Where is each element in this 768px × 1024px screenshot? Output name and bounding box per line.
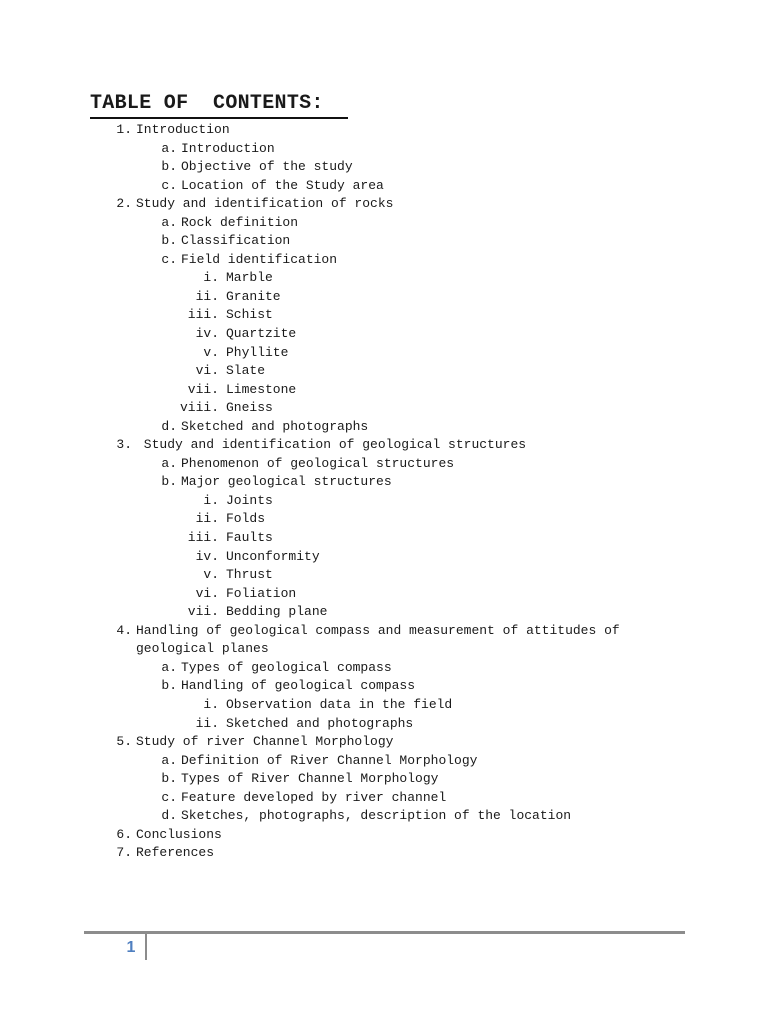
toc-entry-number: c. bbox=[161, 177, 177, 193]
toc-entry-number: v. bbox=[203, 344, 219, 360]
toc-entry-number: 1. bbox=[116, 122, 132, 137]
toc-entry-number: v. bbox=[203, 567, 219, 583]
toc-entry-text: Bedding plane bbox=[226, 604, 328, 620]
toc-entry bbox=[0, 529, 768, 548]
toc-entry bbox=[0, 251, 768, 270]
toc-entry-text: Marble bbox=[226, 270, 273, 286]
toc-entry bbox=[0, 585, 768, 604]
toc-entry-text: Study of river Channel Morphology bbox=[136, 734, 394, 750]
toc-entry-text: Limestone bbox=[226, 381, 297, 397]
toc-entry bbox=[0, 436, 768, 455]
toc-entry-text: geological planes bbox=[136, 641, 269, 657]
toc-entry-number: vii. bbox=[187, 604, 219, 620]
page-number: 1 bbox=[126, 939, 136, 956]
toc-entry-number: c. bbox=[161, 251, 177, 267]
toc-entry-text: Unconformity bbox=[226, 548, 320, 564]
toc-entry-text: References bbox=[136, 845, 215, 861]
toc-entry bbox=[0, 733, 768, 752]
toc-entry bbox=[0, 566, 768, 585]
toc-entry bbox=[0, 362, 768, 381]
toc-entry-number: vii. bbox=[187, 381, 219, 397]
toc-entry-number: d. bbox=[161, 808, 177, 824]
toc-entry bbox=[0, 826, 768, 845]
toc-entry bbox=[0, 232, 768, 251]
toc-entry-text: Study and identification of rocks bbox=[136, 196, 394, 212]
toc-entry-text: Introduction bbox=[181, 140, 275, 156]
toc-entry-number: iii. bbox=[187, 307, 219, 323]
toc-entry bbox=[0, 121, 768, 140]
toc-entry-text: Schist bbox=[226, 307, 273, 323]
toc-entry bbox=[0, 622, 768, 641]
toc-entry-number: i. bbox=[203, 696, 219, 712]
toc-entry bbox=[0, 325, 768, 344]
toc-entry-number: d. bbox=[161, 418, 177, 434]
toc-entry-text: Quartzite bbox=[226, 326, 297, 342]
toc-entry-text: Conclusions bbox=[136, 826, 222, 842]
toc-entry bbox=[0, 696, 768, 715]
toc-entry-number: a. bbox=[161, 140, 177, 156]
toc-entry bbox=[0, 640, 768, 659]
toc-entry-text: Classification bbox=[181, 233, 291, 249]
toc-entry-text: Folds bbox=[226, 511, 266, 527]
toc-entry-text: Phyllite bbox=[226, 344, 289, 360]
toc-entry bbox=[0, 715, 768, 734]
toc-entry bbox=[0, 158, 768, 177]
toc-entry-text: Foliation bbox=[226, 585, 297, 601]
toc-entry-text: Sketches, photographs, description of the location bbox=[181, 808, 572, 824]
toc-entry bbox=[0, 789, 768, 808]
toc-entry-text: Granite bbox=[226, 288, 281, 304]
toc-entry bbox=[0, 195, 768, 214]
toc-entry-text: Observation data in the field bbox=[226, 696, 453, 712]
toc-entry-number: iv. bbox=[195, 548, 219, 564]
toc-entry-text: Definition of River Channel Morphology bbox=[181, 752, 478, 768]
toc-entry bbox=[0, 548, 768, 567]
toc-entry bbox=[0, 214, 768, 233]
toc-entry bbox=[0, 306, 768, 325]
toc-entry bbox=[0, 677, 768, 696]
toc-entry-number: iii. bbox=[187, 530, 219, 546]
toc-title: TABLE OF CONTENTS: bbox=[90, 92, 324, 115]
toc-entry bbox=[0, 140, 768, 159]
toc-entry-number: ii. bbox=[195, 288, 219, 304]
toc-entry-text: Major geological structures bbox=[181, 474, 392, 490]
toc-entry-text: Field identification bbox=[181, 251, 338, 267]
toc-entry bbox=[0, 492, 768, 511]
toc-entry bbox=[0, 399, 768, 418]
toc-entry-text: Handling of geological compass bbox=[181, 678, 416, 694]
toc-entry-text: Introduction bbox=[136, 122, 230, 137]
footer-rule bbox=[84, 931, 685, 934]
toc-entry-number: 4. bbox=[116, 622, 132, 638]
toc-entry-text: Location of the Study area bbox=[181, 177, 384, 193]
toc-entry-number: 5. bbox=[116, 734, 132, 750]
toc-entry-number: b. bbox=[161, 771, 177, 787]
toc-entry bbox=[0, 659, 768, 678]
toc-entry-number: a. bbox=[161, 214, 177, 230]
toc-entry bbox=[0, 473, 768, 492]
toc-entry-text: Types of geological compass bbox=[181, 659, 392, 675]
toc-entry-text: Faults bbox=[226, 530, 273, 546]
toc-entry-number: viii. bbox=[179, 400, 219, 416]
toc-entry-text: Gneiss bbox=[226, 400, 273, 416]
toc-entry-text: Feature developed by river channel bbox=[181, 789, 447, 805]
toc-entry bbox=[0, 288, 768, 307]
toc-entry-text: Thrust bbox=[226, 567, 273, 583]
toc-entry-number: 6. bbox=[116, 826, 132, 842]
toc-entry bbox=[0, 455, 768, 474]
toc-entry-number: ii. bbox=[195, 511, 219, 527]
toc-entry bbox=[0, 269, 768, 288]
toc-entry-number: ii. bbox=[195, 715, 219, 731]
toc-entry-text: Sketched and photographs bbox=[226, 715, 414, 731]
toc-entry bbox=[0, 752, 768, 771]
toc-entry-number: c. bbox=[161, 789, 177, 805]
toc-entry-text: Study and identification of geological structures bbox=[136, 437, 527, 453]
toc-entry-number: b. bbox=[161, 474, 177, 490]
toc-entry-text: Joints bbox=[226, 492, 273, 508]
toc-entry bbox=[0, 381, 768, 400]
toc-entry-number: a. bbox=[161, 455, 177, 471]
toc-entry-number: b. bbox=[161, 678, 177, 694]
toc-entry-text: Slate bbox=[226, 363, 266, 379]
page-number-divider bbox=[145, 934, 147, 960]
toc-entry bbox=[0, 344, 768, 363]
toc-entry-number: 7. bbox=[116, 845, 132, 861]
toc-entry-number: a. bbox=[161, 659, 177, 675]
toc-entry-text: Types of River Channel Morphology bbox=[181, 771, 439, 787]
toc-entry-text: Sketched and photographs bbox=[181, 418, 369, 434]
toc-entry-number: 2. bbox=[116, 196, 132, 212]
toc-entry bbox=[0, 807, 768, 826]
toc-entry bbox=[0, 603, 768, 622]
toc-entry bbox=[0, 770, 768, 789]
toc-entry-text: Rock definition bbox=[181, 214, 299, 230]
toc-entry bbox=[0, 177, 768, 196]
toc-list bbox=[0, 121, 768, 863]
toc-entry-number: b. bbox=[161, 159, 177, 175]
toc-entry-text: Objective of the study bbox=[181, 159, 353, 175]
toc-entry bbox=[0, 510, 768, 529]
toc-entry-text: Phenomenon of geological structures bbox=[181, 455, 455, 471]
toc-entry bbox=[0, 418, 768, 437]
toc-entry-number: i. bbox=[203, 270, 219, 286]
toc-entry-number: i. bbox=[203, 492, 219, 508]
toc-entry-number: iv. bbox=[195, 326, 219, 342]
toc-entry-number: vi. bbox=[195, 363, 219, 379]
toc-entry-number: vi. bbox=[195, 585, 219, 601]
toc-entry-text: Handling of geological compass and measurement of attitudes of bbox=[136, 622, 620, 638]
title-underline bbox=[90, 117, 348, 119]
toc-entry-number: 3. bbox=[116, 437, 132, 453]
toc-entry-number: a. bbox=[161, 752, 177, 768]
toc-entry-number: b. bbox=[161, 233, 177, 249]
toc-entry bbox=[0, 844, 768, 863]
